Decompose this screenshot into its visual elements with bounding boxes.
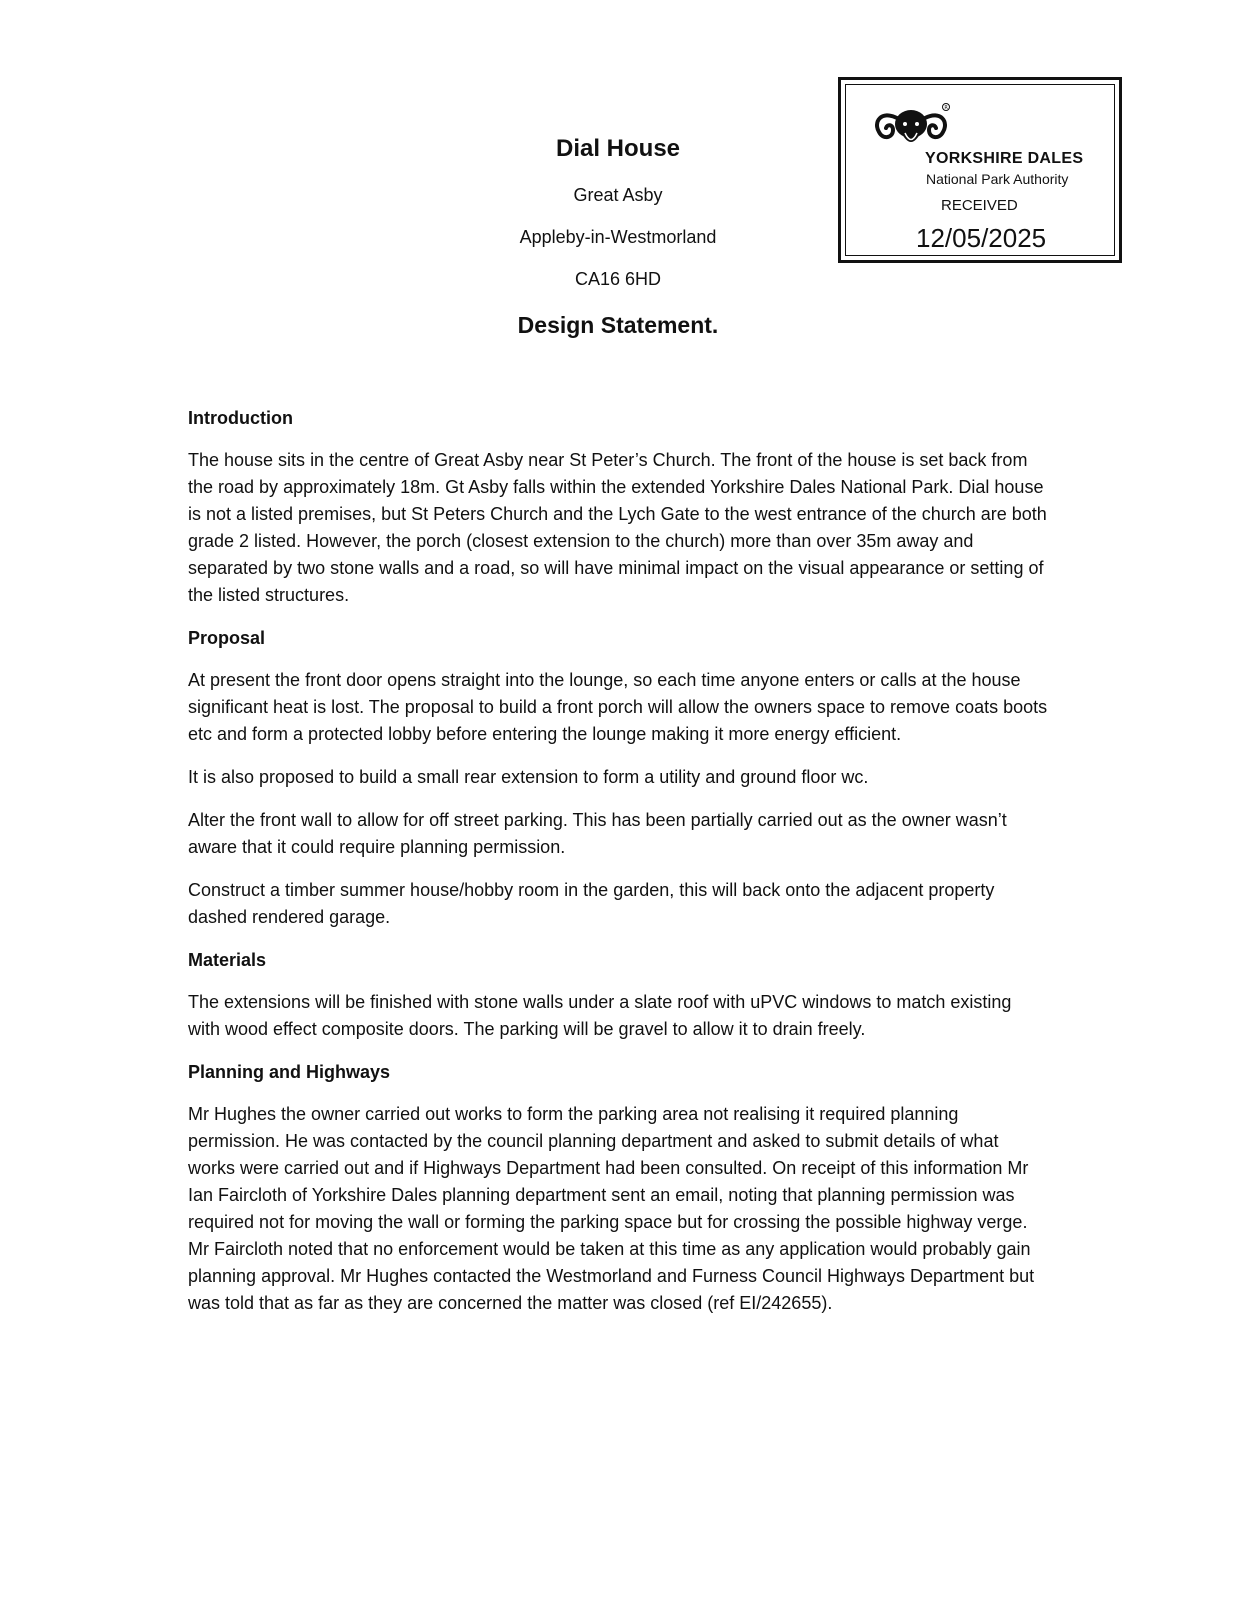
address-postcode: CA16 6HD	[574, 269, 662, 289]
section-paragraph: The extensions will be finished with stone walls under a slate roof with uPVC windows to match existing with wood effect composite doors. The parking will be gravel to allow it to drain freely.	[188, 992, 1012, 1039]
section-heading: Materials	[188, 950, 267, 970]
section-heading: Introduction	[188, 408, 293, 428]
section-paragraph: It is also proposed to build a small rear extension to form a utility and ground floor wc.	[188, 767, 869, 787]
address-line-1: Great Asby	[573, 185, 663, 205]
section-materials	[188, 947, 1048, 1043]
section-paragraph: Construct a timber summer house/hobby room in the garden, this will back onto the adjacent property dashed rendered garage.	[188, 880, 995, 927]
page-title: Dial House	[555, 135, 681, 162]
received-stamp	[838, 77, 1122, 263]
section-heading: Proposal	[188, 628, 266, 648]
section-paragraph: Alter the front wall to allow for off street parking. This has been partially carried out as the owner wasn’t aware that it could require planning permission.	[188, 810, 1007, 857]
stamp-status: RECEIVED	[941, 197, 1018, 214]
address-line-2: Appleby-in-Westmorland	[519, 227, 717, 247]
svg-text:R: R	[944, 105, 948, 111]
stamp-date: 12/05/2025	[916, 223, 1047, 253]
section-paragraph: The house sits in the centre of Great Asby near St Peter’s Church. The front of the house is set back from the road by approximately 18m. Gt Asby falls within the extended Yorkshire Dales National Park. Dial house is not a listed premises, but St Peters Church and the Lych Gate to the west entrance of the church are both grade 2 listed. However, the porch (closest extension to the church) more than over 35m away and separated by two stone walls and a road, so will have minimal impact on the visual appearance or setting of the listed structures.	[188, 450, 1047, 605]
section-paragraph: At present the front door opens straight into the lounge, so each time anyone enters or calls at the house significant heat is lost. The proposal to build a front porch will allow the owners space to remove coats boots etc and form a protected lobby before entering the lounge making it more energy efficient.	[188, 670, 1048, 744]
section-introduction	[188, 405, 1048, 609]
document-body	[188, 405, 1048, 1333]
stamp-org-subtitle: National Park Authority	[926, 171, 1069, 187]
document-subtitle: Design Statement.	[517, 312, 719, 338]
section-heading: Planning and Highways	[188, 1062, 391, 1082]
stamp-org-name: YORKSHIRE DALES	[925, 150, 1084, 167]
document-header	[385, 134, 851, 340]
section-planning-highways	[188, 1059, 1048, 1317]
section-paragraph: Mr Hughes the owner carried out works to form the parking area not realising it required planning permission. He was contacted by the council planning department and asked to submit details of what works were carried out and if Highways Department had been consulted. On receipt of this information Mr Ian Faircloth of Yorkshire Dales planning department sent an email, noting that planning permission was required not for moving the wall or forming the parking space but for crossing the possible highway verge. Mr Faircloth noted that no enforcement would be taken at this time as any application would probably gain planning approval. Mr Hughes contacted the Westmorland and Furness Council Highways Department but was told that as far as they are concerned the matter was closed (ref EI/242655).	[188, 1104, 1035, 1313]
section-proposal	[188, 625, 1048, 931]
ram-logo-icon	[871, 102, 953, 156]
